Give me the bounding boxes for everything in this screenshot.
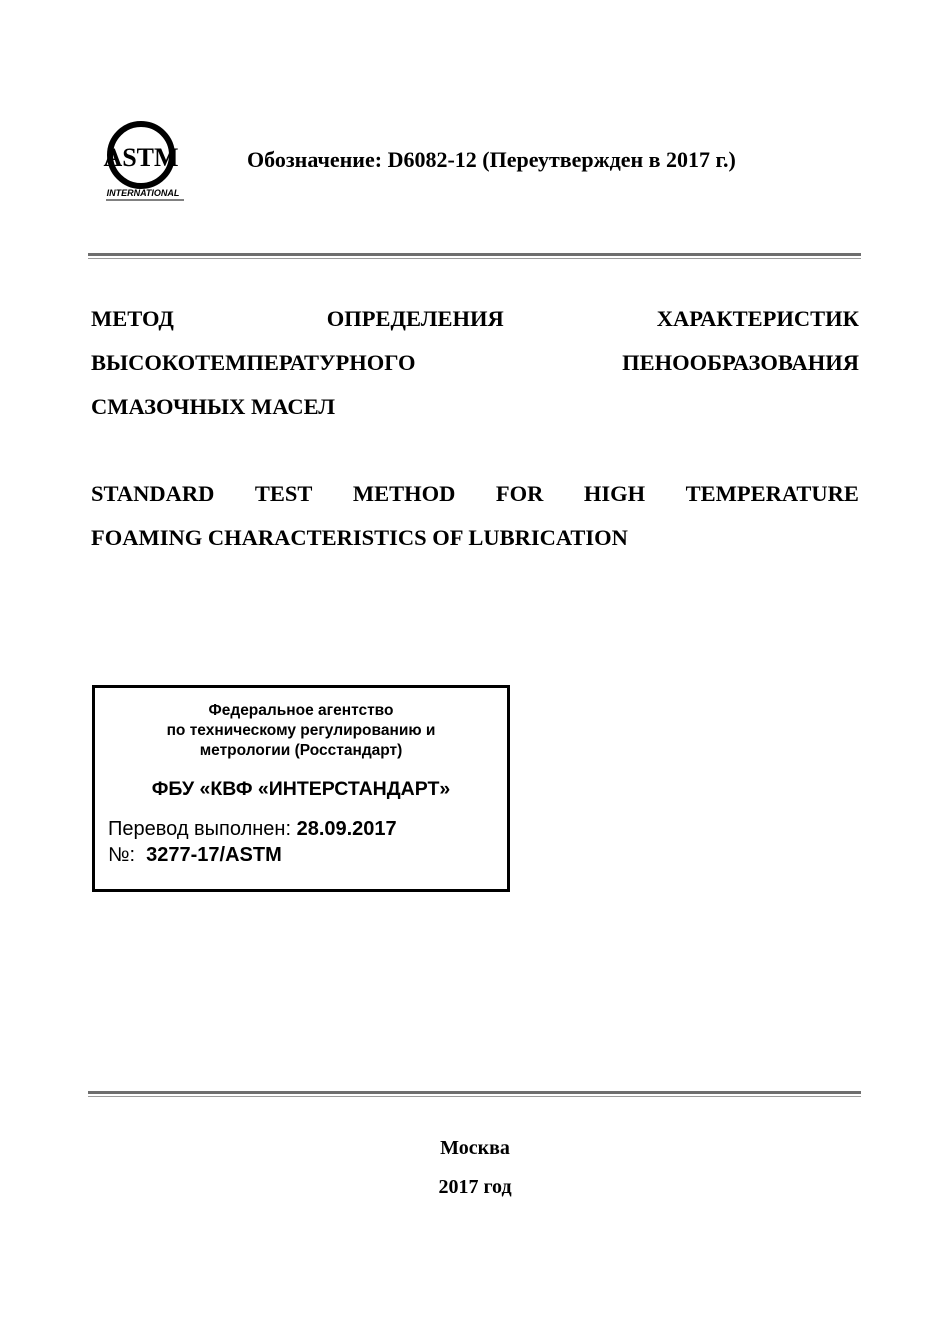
stamp-agency-line: по техническому регулированию и: [166, 722, 436, 739]
title-russian: [91, 297, 859, 429]
title-en-word: STANDARD: [91, 481, 215, 506]
astm-logo: [98, 120, 198, 206]
title-ru-line-1: [91, 297, 859, 341]
title-en-word: TEMPERATURE: [685, 481, 859, 506]
title-en-line-2: FOAMING CHARACTERISTICS OF LUBRICATION: [91, 525, 628, 550]
title-en-word: HIGH: [583, 481, 646, 506]
stamp-agency-line: Федеральное агентство: [208, 702, 394, 719]
number-label: №:: [108, 844, 136, 866]
title-ru-word: ХАРАКТЕРИСТИК: [656, 306, 859, 331]
number-suffix: ASTM: [225, 844, 282, 866]
footer-city: Москва: [440, 1137, 510, 1159]
number-value: 3277-17/: [146, 844, 226, 866]
title-ru-line-3: СМАЗОЧНЫХ МАСЕЛ: [91, 394, 336, 419]
stamp-translation-date-row: [108, 818, 507, 841]
title-en-word: FOR: [495, 481, 544, 506]
translation-stamp: [92, 685, 510, 892]
top-divider: [88, 253, 861, 259]
title-english: [91, 472, 859, 560]
stamp-agency: [95, 701, 507, 761]
title-ru-word: ОПРЕДЕЛЕНИЯ: [326, 306, 504, 331]
title-ru-word: ВЫСОКОТЕМПЕРАТУРНОГО: [91, 350, 416, 375]
title-en-line-1: [91, 472, 859, 516]
title-ru-word: ПЕНООБРАЗОВАНИЯ: [622, 350, 859, 375]
title-en-word: METHOD: [352, 481, 456, 506]
bottom-divider: [88, 1091, 861, 1097]
title-ru-word: МЕТОД: [91, 306, 174, 331]
stamp-organization: ФБУ «КВФ «ИНТЕРСТАНДАРТ»: [151, 778, 451, 800]
footer-year: 2017 год: [438, 1176, 512, 1198]
logo-subtitle: INTERNATIONAL: [106, 188, 180, 198]
astm-emblem-icon: [98, 120, 198, 206]
stamp-agency-line: метрологии (Росстандарт): [199, 742, 403, 759]
document-designation: Обозначение: D6082-12 (Переутвержден в 2017 г.): [247, 147, 736, 172]
translation-date-label: Перевод выполнен:: [108, 818, 292, 840]
translation-date-value: 28.09.2017: [296, 818, 397, 840]
logo-wordmark: ASTM: [103, 143, 179, 172]
stamp-number-row: [108, 844, 507, 867]
title-en-word: TEST: [254, 481, 313, 506]
title-ru-line-2: [91, 341, 859, 385]
